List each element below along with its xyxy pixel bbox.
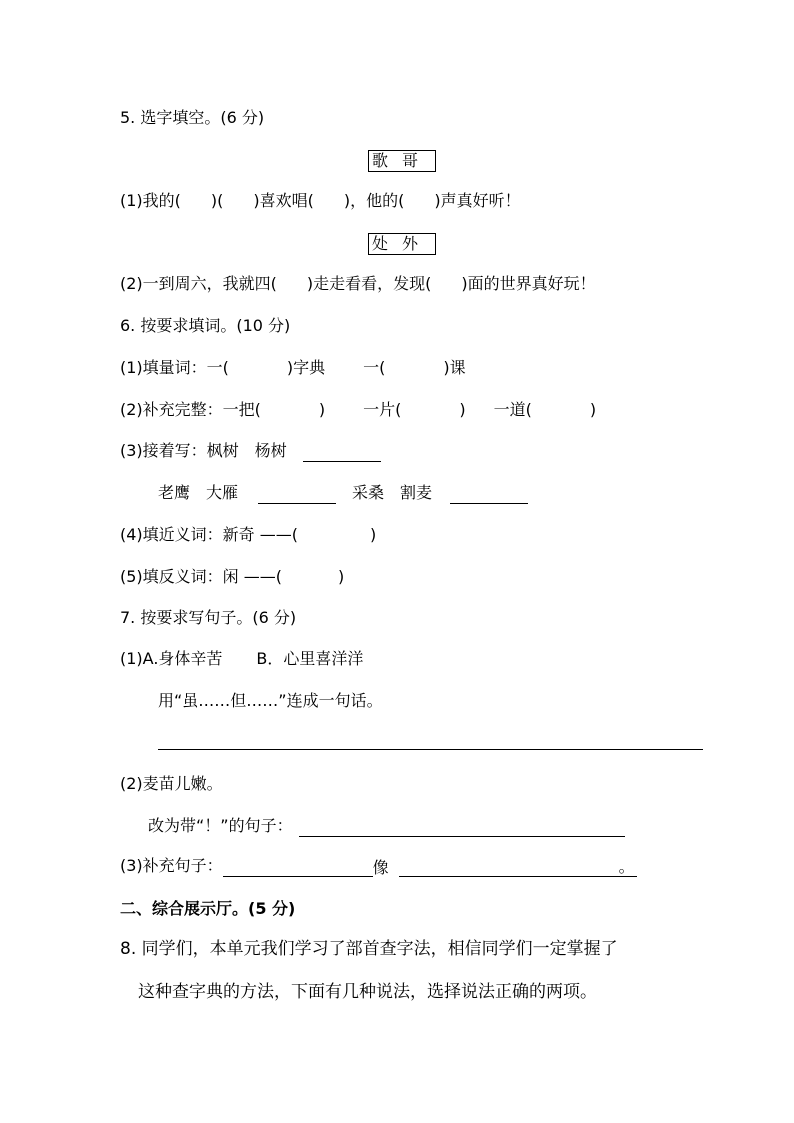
q6-l2-c: 一片( xyxy=(363,400,402,419)
q5-line-2-part-a: (2)一到周六，我就四( xyxy=(120,274,277,293)
answer-line[interactable] xyxy=(399,856,619,877)
q6-l3b-b: 采桑 割麦 xyxy=(352,483,433,502)
q5-line-1-part-c: )喜欢唱( xyxy=(253,191,314,210)
section-2-title: 二、综合展示厅。(5 分) xyxy=(120,899,296,918)
q7-line-2: (2)麦苗儿嫩。 xyxy=(120,774,223,793)
q6-l5-a: (5)填反义词：闲 ——( xyxy=(120,567,282,586)
q5-line-1 xyxy=(120,190,521,212)
q6-line-1 xyxy=(120,357,466,379)
q6-l2-d: ) xyxy=(459,400,466,419)
q6-l4-b: ) xyxy=(370,525,377,544)
q7-line-1b: 用“虽……但……”连成一句话。 xyxy=(158,691,383,710)
q7-line-2b xyxy=(148,815,625,837)
q6-l1-c: 一( xyxy=(363,358,386,377)
answer-line[interactable] xyxy=(303,441,381,462)
q7-title: 7. 按要求写句子。(6 分) xyxy=(120,608,297,627)
q6-line-4 xyxy=(120,524,376,546)
q6-l2-e: 一道( xyxy=(493,400,532,419)
answer-line[interactable] xyxy=(158,749,703,750)
answer-line[interactable] xyxy=(450,483,528,504)
q7-l3-c: 。 xyxy=(618,857,635,876)
q6-l1-d: )课 xyxy=(443,358,466,377)
q6-l2-b: ) xyxy=(318,400,326,419)
q6-l1-a: (1)填量词：一( xyxy=(120,358,229,377)
word-choice-box-2: 处外 xyxy=(368,233,436,255)
q6-title: 6. 按要求填词。(10 分) xyxy=(120,316,291,335)
q6-l5-b: ) xyxy=(338,567,345,586)
q7-l2b-text: 改为带“！”的句子： xyxy=(148,816,293,835)
word-choice-box-1: 歌哥 xyxy=(368,150,436,172)
q5-line-2 xyxy=(120,273,596,295)
q6-l1-b: )字典 xyxy=(286,358,326,377)
answer-line[interactable] xyxy=(299,816,625,837)
q5-line-2-part-b: )走走看看，发现( xyxy=(306,274,432,293)
q7-l1-a: (1)A.身体辛苦 xyxy=(120,649,223,668)
q6-l2-a: (2)补充完整：一把( xyxy=(120,400,261,419)
q7-l3-a: (3)补充句子： xyxy=(120,856,223,875)
q7-l1-b: B．心里喜洋洋 xyxy=(256,649,364,668)
q6-l4-a: (4)填近义词：新奇 ——( xyxy=(120,525,298,544)
q5-line-1-part-e: )声真好听！ xyxy=(434,191,521,210)
q8-line-1: 8. 同学们，本单元我们学习了部首查字法，相信同学们一定掌握了 xyxy=(120,939,618,959)
answer-line[interactable] xyxy=(223,856,373,877)
q5-title: 5. 选字填空。(6 分) xyxy=(120,108,265,127)
q6-l3b-a: 老鹰 大雁 xyxy=(158,483,239,502)
q8-line-2: 这种查字典的方法，下面有几种说法，选择说法正确的两项。 xyxy=(138,982,597,1002)
q6-l2-f: ) xyxy=(589,400,597,419)
q5-line-2-part-c: )面的世界真好玩！ xyxy=(461,274,596,293)
q6-line-2 xyxy=(120,399,596,421)
q7-line-3 xyxy=(120,855,637,877)
q6-line-3b xyxy=(158,482,528,504)
q7-line-1 xyxy=(120,648,363,670)
answer-line[interactable] xyxy=(258,483,336,504)
q6-line-5 xyxy=(120,566,344,588)
q6-l3-a: (3)接着写：枫树 杨树 xyxy=(120,441,287,460)
q6-line-3 xyxy=(120,440,381,462)
q7-l3-b: 像 xyxy=(372,858,389,877)
q5-line-1-part-b: )( xyxy=(210,191,224,210)
q5-line-1-part-a: (1)我的( xyxy=(120,191,181,210)
q5-line-1-part-d: )，他的( xyxy=(343,191,405,210)
